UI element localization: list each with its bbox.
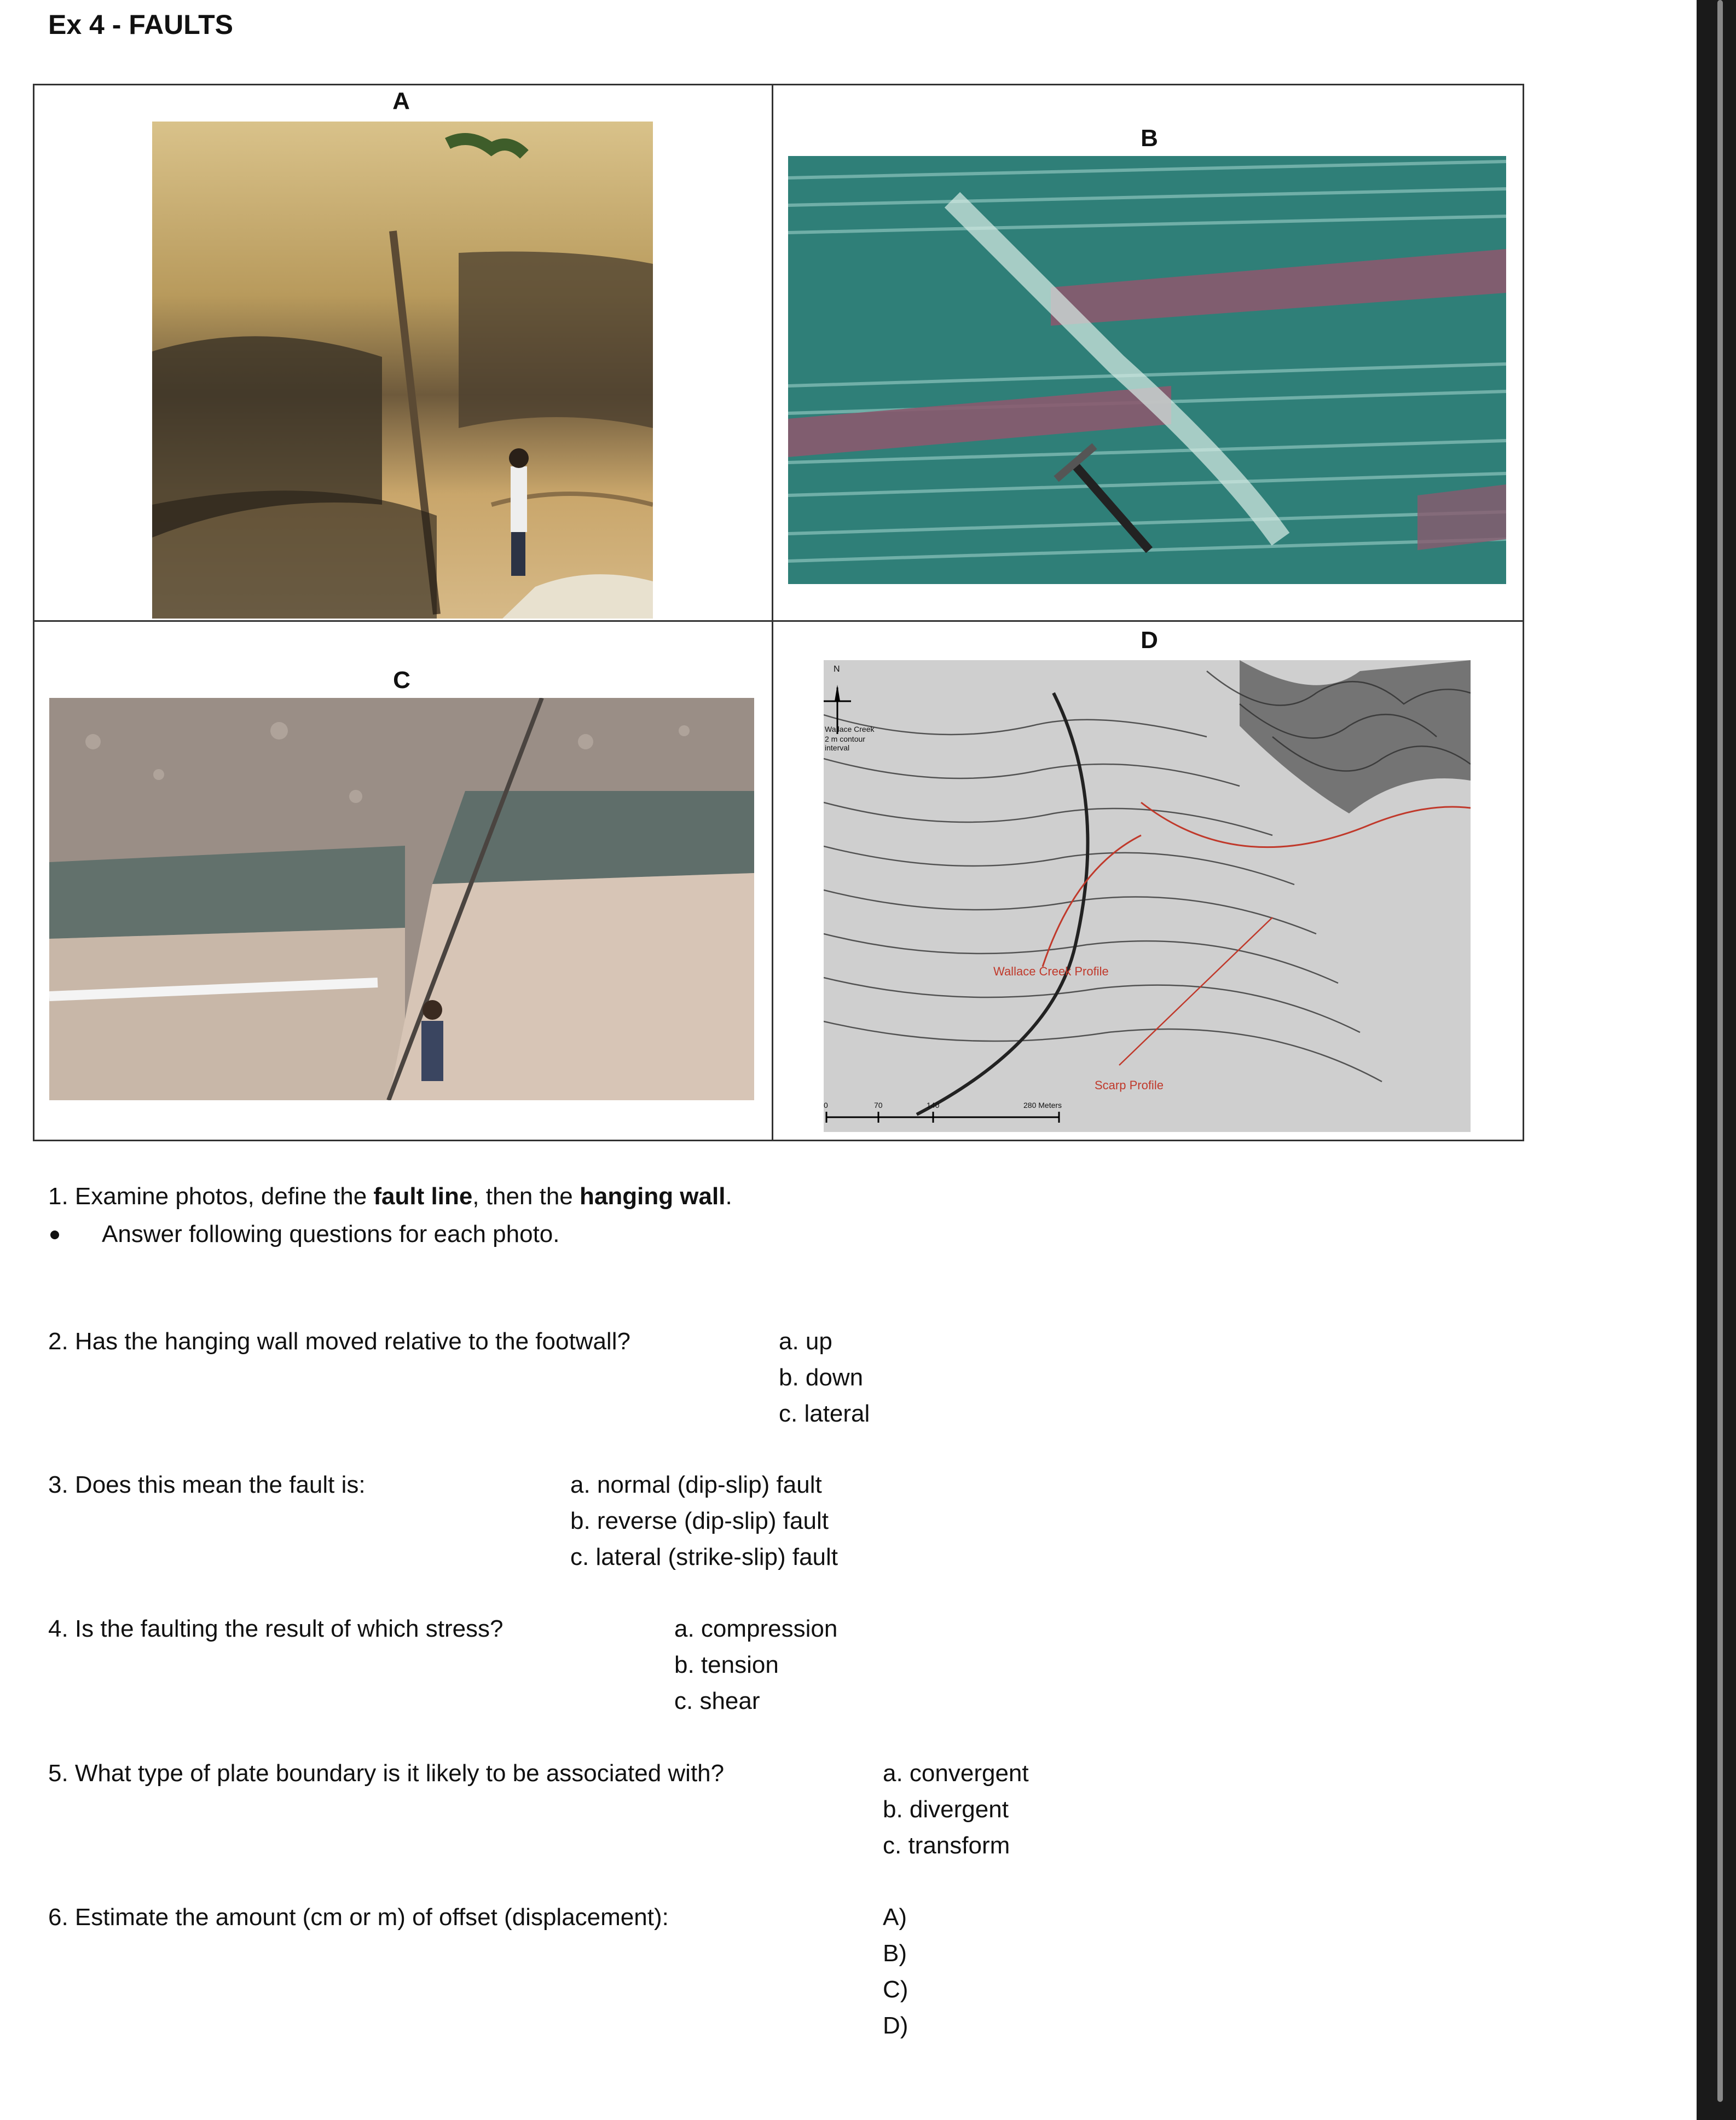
q6-answer-b[interactable]: B) xyxy=(883,1940,907,1967)
question-1-instruction: Answer following questions for each photo. xyxy=(102,1221,560,1247)
question-3: 3. Does this mean the fault is: xyxy=(48,1471,366,1498)
scrollbar-track[interactable] xyxy=(1697,0,1736,2120)
q5-option-c[interactable]: c. transform xyxy=(883,1832,1010,1859)
grid-divider-horizontal xyxy=(33,620,1524,622)
map-profile-wallace: Wallace Creek Profile xyxy=(993,964,1109,978)
q4-option-b[interactable]: b. tension xyxy=(674,1651,779,1678)
q6-answer-c[interactable]: C) xyxy=(883,1976,908,2003)
question-1-prefix: 1. Examine photos, define the xyxy=(48,1183,374,1210)
question-6-options xyxy=(883,1899,908,2044)
term-fault-line: fault line xyxy=(373,1183,473,1210)
q4-option-a[interactable]: a. compression xyxy=(674,1615,838,1642)
question-3-options xyxy=(570,1467,838,1575)
panel-label-a: A xyxy=(392,88,410,114)
q5-option-b[interactable]: b. divergent xyxy=(883,1796,1009,1823)
panel-label-c: C xyxy=(393,667,410,694)
panel-label-d: D xyxy=(1141,627,1158,654)
photo-a xyxy=(152,122,653,619)
question-1-suffix: . xyxy=(725,1183,732,1210)
q2-option-b[interactable]: b. down xyxy=(779,1364,864,1391)
q3-option-c[interactable]: c. lateral (strike-slip) fault xyxy=(570,1544,838,1570)
map-north-label: N xyxy=(834,665,840,674)
q2-option-c[interactable]: c. lateral xyxy=(779,1400,870,1427)
q4-option-c[interactable]: c. shear xyxy=(674,1688,760,1714)
map-scale-280: 280 Meters xyxy=(1023,1101,1062,1110)
map-scale-70: 70 xyxy=(874,1101,883,1110)
map-legend-title: Wallace Creek xyxy=(825,725,875,733)
q6-answer-a[interactable]: A) xyxy=(883,1904,907,1931)
q3-option-b[interactable]: b. reverse (dip-slip) fault xyxy=(570,1507,829,1534)
question-4-options xyxy=(674,1611,837,1719)
map-scale-0: 0 xyxy=(824,1101,828,1110)
question-4: 4. Is the faulting the result of which stress? xyxy=(48,1615,504,1642)
q6-answer-d[interactable]: D) xyxy=(883,2012,908,2039)
scrollbar-thumb[interactable] xyxy=(1717,0,1723,2102)
question-5: 5. What type of plate boundary is it likely to be associated with? xyxy=(48,1760,725,1787)
bullet-icon xyxy=(50,1231,59,1239)
question-5-options xyxy=(883,1755,1029,1864)
photo-c xyxy=(49,698,754,1100)
q5-option-a[interactable]: a. convergent xyxy=(883,1760,1029,1787)
q2-option-a[interactable]: a. up xyxy=(779,1328,832,1355)
question-1-middle: , then the xyxy=(472,1183,580,1210)
grid-divider-vertical xyxy=(772,84,773,1141)
question-1 xyxy=(48,1179,732,1215)
term-hanging-wall: hanging wall xyxy=(580,1183,726,1210)
q3-option-a[interactable]: a. normal (dip-slip) fault xyxy=(570,1471,822,1498)
map-profile-scarp: Scarp Profile xyxy=(1095,1078,1164,1092)
map-scale-140: 140 xyxy=(927,1101,940,1110)
panel-label-b: B xyxy=(1141,125,1158,152)
map-legend-interval: interval xyxy=(825,743,850,752)
photo-b xyxy=(788,156,1506,584)
question-6: 6. Estimate the amount (cm or m) of offset (displacement): xyxy=(48,1904,669,1931)
map-d xyxy=(824,660,1471,1132)
question-2-options xyxy=(779,1324,870,1432)
map-legend-contour: 2 m contour xyxy=(825,735,865,743)
question-2: 2. Has the hanging wall moved relative to the footwall? xyxy=(48,1328,630,1355)
page-title: Ex 4 - FAULTS xyxy=(48,9,234,40)
